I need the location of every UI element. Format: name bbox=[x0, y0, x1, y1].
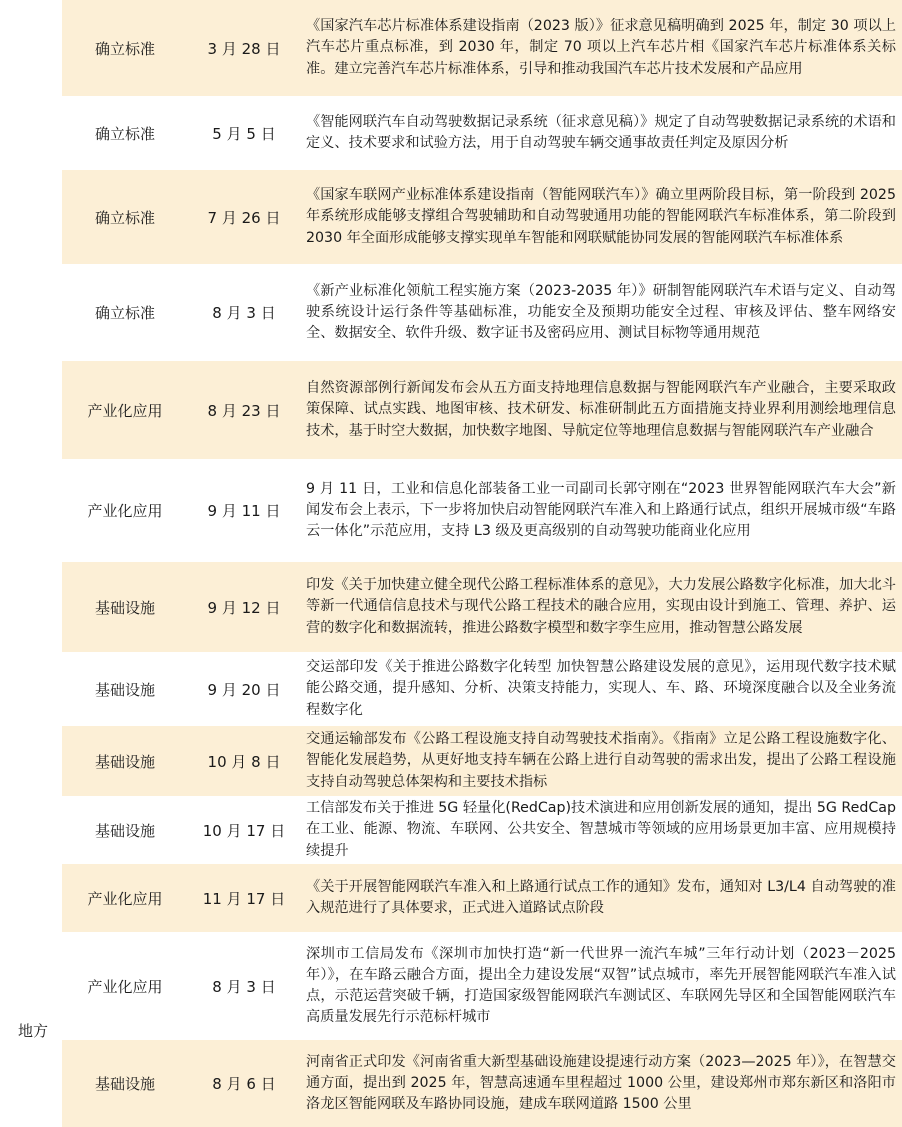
date-cell: 8 月 23 日 bbox=[188, 361, 300, 459]
description-cell bbox=[300, 652, 902, 726]
category-cell: 确立标准 bbox=[94, 124, 155, 143]
description-cell bbox=[300, 864, 902, 932]
category-cell: 基础设施 bbox=[62, 1040, 188, 1127]
table-row bbox=[0, 96, 902, 170]
table-row bbox=[0, 459, 902, 562]
table-row bbox=[0, 1040, 902, 1127]
date-cell: 11 月 17 日 bbox=[188, 864, 300, 932]
category-cell: 产业化应用 bbox=[87, 502, 163, 520]
description-text: 深圳市工信局发布《深圳市加快打造“新一代世界一流汽车城”三年行动计划（2023－2025 年）》，在车路云融合方面，提出全力建设发展“双智”试点城市，率先开展智能网联汽车准入试点，示范运营突破千辆，打造国家级智能网联汽车测试区、车联网先导区和全国智能网联汽车高质量发展先行示范标杆城市 bbox=[306, 945, 896, 1026]
description-text: 自然资源部例行新闻发布会从五方面支持地理信息数据与智能网联汽车产业融合，主要采取政策保障、试点实践、地图审核、技术研发、标准研制此五方面措施支持业界利用测绘地理信息技术，基于时空大数据，加快数字地图、导航定位等地理信息数据与智能网联汽车产业融合 bbox=[306, 380, 896, 439]
description-text: 交通运输部发布《公路工程设施支持自动驾驶技术指南》。《指南》立足公路工程设施数字化、智能化发展趋势，从更好地支持车辆在公路上进行自动驾驶的需求出发，提出了公路工程设施支持自动驾驶总体架构和主要技术指标 bbox=[306, 731, 896, 790]
table-row bbox=[0, 864, 902, 932]
table-row bbox=[0, 361, 902, 459]
date-cell: 9 月 12 日 bbox=[188, 562, 300, 652]
date-cell: 10 月 17 日 bbox=[202, 821, 286, 840]
description-text: 《国家车联网产业标准体系建设指南（智能网联汽车）》确立里两阶段目标，第一阶段到 2025 年系统形成能够支撑组合驾驶辅助和自动驾驶通用功能的智能网联汽车标准体系，第二阶段到 2030 年全面形成能够支撑实现单车智能和网联赋能协同发展的智能网联汽车标准体系 bbox=[306, 187, 896, 246]
category-cell: 基础设施 bbox=[62, 726, 188, 796]
table-row bbox=[0, 652, 902, 726]
description-cell bbox=[300, 96, 902, 170]
description-cell bbox=[300, 562, 902, 652]
description-cell bbox=[300, 361, 902, 459]
category-cell: 基础设施 bbox=[62, 562, 188, 652]
date-cell: 9 月 20 日 bbox=[207, 680, 281, 699]
category-cell: 产业化应用 bbox=[62, 864, 188, 932]
description-cell bbox=[300, 796, 902, 864]
category-cell: 产业化应用 bbox=[62, 361, 188, 459]
date-cell: 8 月 6 日 bbox=[188, 1040, 300, 1127]
table-row bbox=[0, 562, 902, 652]
description-cell bbox=[300, 726, 902, 796]
table-row bbox=[0, 726, 902, 796]
description-cell bbox=[300, 264, 902, 361]
description-cell bbox=[300, 459, 902, 562]
table-row bbox=[0, 796, 902, 864]
description-text: 印发《关于加快建立健全现代公路工程标准体系的意见》，大力发展公路数字化标准，加大北斗等新一代通信信息技术与现代公路工程技术的融合应用，实现由设计到施工、管理、养护、运营的数字化和数据流转，推进公路数字模型和数字孪生应用，推动智慧公路发展 bbox=[306, 577, 896, 636]
table-row bbox=[0, 932, 902, 1040]
category-cell: 基础设施 bbox=[94, 680, 155, 699]
description-text: 河南省正式印发《河南省重大新型基础设施建设提速行动方案（2023—2025 年）》，在智慧交通方面，提出到 2025 年，智慧高速通车里程超过 1000 公里，建设郑州市郑东新区和洛阳市洛龙区智能网联及车路协同设施，建成车联网道路 1500 公里 bbox=[306, 1053, 896, 1113]
scope-label-local: 地方 bbox=[18, 1022, 49, 1040]
date-cell: 8 月 3 日 bbox=[212, 304, 276, 322]
description-text: 《国家汽车芯片标准体系建设指南（2023 版）》征求意见稿明确到 2025 年，制定 30 项以上汽车芯片重点标准，到 2030 年，制定 70 项以上汽车芯片相《国家汽车芯片标准体系关标准。建立完善汽车芯片标准体系，引导和推动我国汽车芯片技术发展和产品应用 bbox=[306, 18, 896, 77]
date-cell: 8 月 3 日 bbox=[212, 977, 276, 996]
date-cell: 3 月 28 日 bbox=[188, 0, 300, 96]
category-cell: 产业化应用 bbox=[87, 977, 163, 996]
category-cell: 确立标准 bbox=[94, 304, 155, 322]
description-text: 交运部印发《关于推进公路数字化转型 加快智慧公路建设发展的意见》，运用现代数字技术赋能公路交通，提升感知、分析、决策支持能力，实现人、车、路、环境深度融合以及全业务流程数字化 bbox=[306, 659, 896, 718]
table-row bbox=[0, 0, 902, 96]
category-cell: 基础设施 bbox=[94, 821, 155, 840]
description-cell bbox=[300, 170, 902, 264]
category-cell: 确立标准 bbox=[62, 170, 188, 264]
date-cell: 5 月 5 日 bbox=[212, 124, 276, 143]
description-text: 工信部发布关于推进 5G 轻量化(RedCap)技术演进和应用创新发展的通知，提出 5G RedCap 在工业、能源、物流、车联网、公共安全、智慧城市等领域的应用场景更加丰富、应用规模持续提升 bbox=[306, 800, 896, 859]
description-cell bbox=[300, 0, 902, 96]
date-cell: 10 月 8 日 bbox=[188, 726, 300, 796]
table-row bbox=[0, 264, 902, 361]
description-cell bbox=[300, 1040, 902, 1127]
date-cell: 9 月 11 日 bbox=[207, 502, 281, 520]
category-cell: 确立标准 bbox=[62, 0, 188, 96]
description-text: 《新产业标准化领航工程实施方案（2023-2035 年）》研制智能网联汽车术语与定义、自动驾驶系统设计运行条件等基础标准，功能安全及预期功能安全过程、审核及评估、整车网络安全、数据安全、软件升级、数字证书及密码应用、测试目标物等通用规范 bbox=[306, 282, 896, 342]
description-text: 《关于开展智能网联汽车准入和上路通行试点工作的通知》发布，通知对 L3/L4 自动驾驶的准入规范进行了具体要求，正式进入道路试点阶段 bbox=[306, 878, 896, 916]
date-cell: 7 月 26 日 bbox=[188, 170, 300, 264]
table-row bbox=[0, 170, 902, 264]
description-text: 《智能网联汽车自动驾驶数据记录系统（征求意见稿）》规定了自动驾驶数据记录系统的术语和定义、技术要求和试验方法，用于自动驾驶车辆交通事故责任判定及原因分析 bbox=[306, 113, 896, 151]
description-cell bbox=[300, 932, 902, 1040]
description-text: 9 月 11 日，工业和信息化部装备工业一司副司长郭守刚在“2023 世界智能网联汽车大会”新闻发布会上表示，下一步将加快启动智能网联汽车准入和上路通行试点，组织开展城市级“车路云一体化”示范应用，支持 L3 级及更高级别的自动驾驶功能商业化应用 bbox=[306, 480, 896, 540]
